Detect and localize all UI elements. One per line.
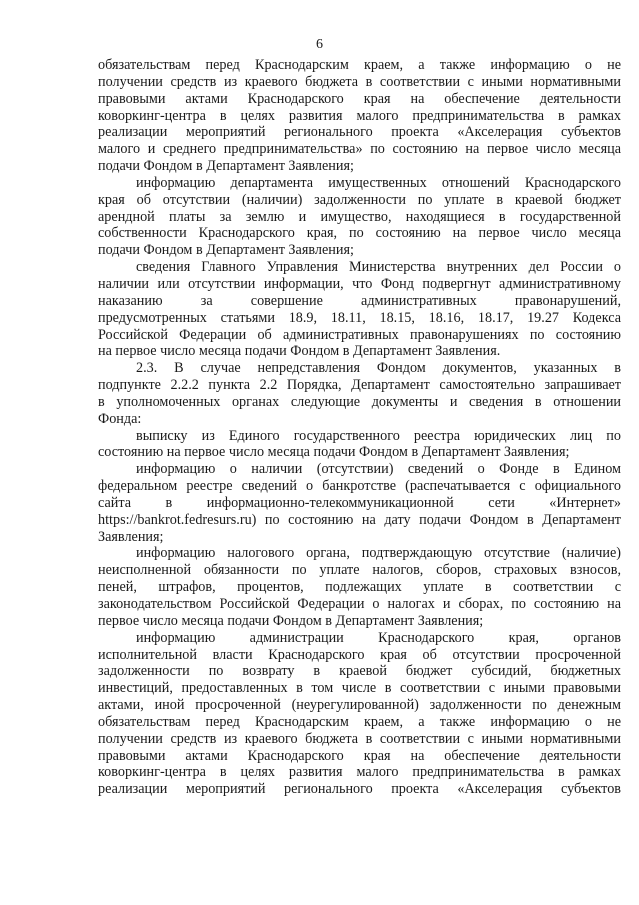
paragraph (98, 545, 621, 629)
text-line: исполнительной власти Краснодарского края об отсутствии просроченной (98, 646, 621, 663)
text-line: коворкинг-центра в целях развития малого предпринимательства в рамках (98, 764, 621, 781)
text-line: подачи Фондом в Департамент Заявления; (98, 158, 354, 175)
text-line: обязательствам перед Краснодарским краем, а также информацию о не (98, 57, 621, 73)
text-line: состоянию на первое число месяца подачи Фондом в Департамент Заявления; (98, 444, 570, 461)
text-line: https://bankrot.fedresurs.ru) по состоянию на дату подачи Фондом в Департамент (98, 511, 621, 528)
text-line: коворкинг-центра в целях развития малого предпринимательства в рамках (98, 107, 621, 124)
text-line: информацию налогового органа, подтверждающую отсутствие (наличие) (136, 545, 621, 562)
text-line: 2.3. В случае непредставления Фондом документов, указанных в (136, 360, 621, 377)
text-line: законодательством Российской Федерации о налогах и сборах, по состоянию на (98, 596, 621, 612)
text-line: выписку из Единого государственного реестра юридических лиц по (136, 427, 621, 444)
text-line: инвестиций, предоставленных в том числе в соответствии с иными правовыми (98, 680, 621, 697)
text-line: реализации мероприятий регионального проекта «Акселерация субъектов (98, 124, 621, 141)
text-line: края об отсутствии (наличии) задолженности по уплате в краевой бюджет (98, 191, 621, 208)
text-line: подпункте 2.2.2 пункта 2.2 Порядка, Департамент самостоятельно запрашивает (98, 377, 621, 394)
text-line: задолженности по возврату в краевой бюджет субсидий, бюджетных (98, 663, 621, 680)
text-line: предусмотренных статьями 18.9, 18.11, 18.15, 18.16, 18.17, 19.27 Кодекса (98, 309, 621, 326)
text-line: Заявления; (98, 528, 164, 545)
text-line: правовыми актами Краснодарского края на обеспечение деятельности (98, 747, 621, 764)
text-line: арендной платы за землю и имущество, находящиеся в государственной (98, 208, 621, 225)
text-line: собственности Краснодарского края, по состоянию на первое число месяца (98, 225, 621, 242)
text-line: Фонда: (98, 410, 142, 427)
paragraph (98, 175, 621, 259)
text-line: в уполномоченных органах следующие документы и сведения в отношении (98, 393, 621, 410)
paragraph (98, 360, 621, 427)
text-line: информацию департамента имущественных отношений Краснодарского (136, 174, 621, 191)
text-line: информацию администрации Краснодарского края, органов (136, 629, 621, 646)
text-line: пеней, штрафов, процентов, подлежащих уплате в соответствии с (98, 579, 621, 596)
text-line: федеральном реестре сведений о банкротстве (распечатывается с официального (98, 478, 621, 495)
text-line: сайта в информационно-телекоммуникационной сети «Интернет» (98, 494, 621, 511)
text-line: обязательствам перед Краснодарским краем, а также информацию о не (98, 713, 621, 730)
page-number: 6 (316, 37, 323, 52)
text-line: на первое число месяца подачи Фондом в Департамент Заявления. (98, 343, 501, 360)
text-line: наличии или отсутствии информации, что Фонд подвергнут административному (98, 275, 621, 292)
paragraph (98, 630, 621, 798)
text-line: подачи Фондом в Департамент Заявления; (98, 242, 354, 259)
text-line: малого и среднего предпринимательства» по состоянию на первое число месяца (98, 141, 621, 158)
text-line: Российской Федерации об административных правонарушениях по состоянию (98, 326, 621, 343)
paragraph (98, 428, 621, 462)
document-body (98, 57, 621, 798)
text-line: информацию о наличии (отсутствии) сведений о Фонде в Едином (136, 461, 621, 478)
text-line: получении средств из краевого бюджета в соответствии с иными нормативными (98, 73, 621, 90)
text-line: реализации мероприятий регионального проекта «Акселерация субъектов (98, 781, 621, 798)
paragraph (98, 57, 621, 175)
text-line: актами, иной просроченной (неурегулированной) задолженности по денежным (98, 697, 621, 714)
paragraph (98, 461, 621, 545)
text-line: сведения Главного Управления Министерства внутренних дел России о (136, 259, 621, 276)
text-line: неисполненной обязанности по уплате налогов, сборов, страховых взносов, (98, 562, 621, 579)
text-line: наказанию за совершение административных правонарушений, (98, 292, 621, 309)
paragraph (98, 259, 621, 360)
text-line: первое число месяца подачи Фондом в Департамент Заявления; (98, 612, 484, 629)
text-line: получении средств из краевого бюджета в соответствии с иными нормативными (98, 730, 621, 747)
text-line: правовыми актами Краснодарского края на обеспечение деятельности (98, 90, 621, 107)
